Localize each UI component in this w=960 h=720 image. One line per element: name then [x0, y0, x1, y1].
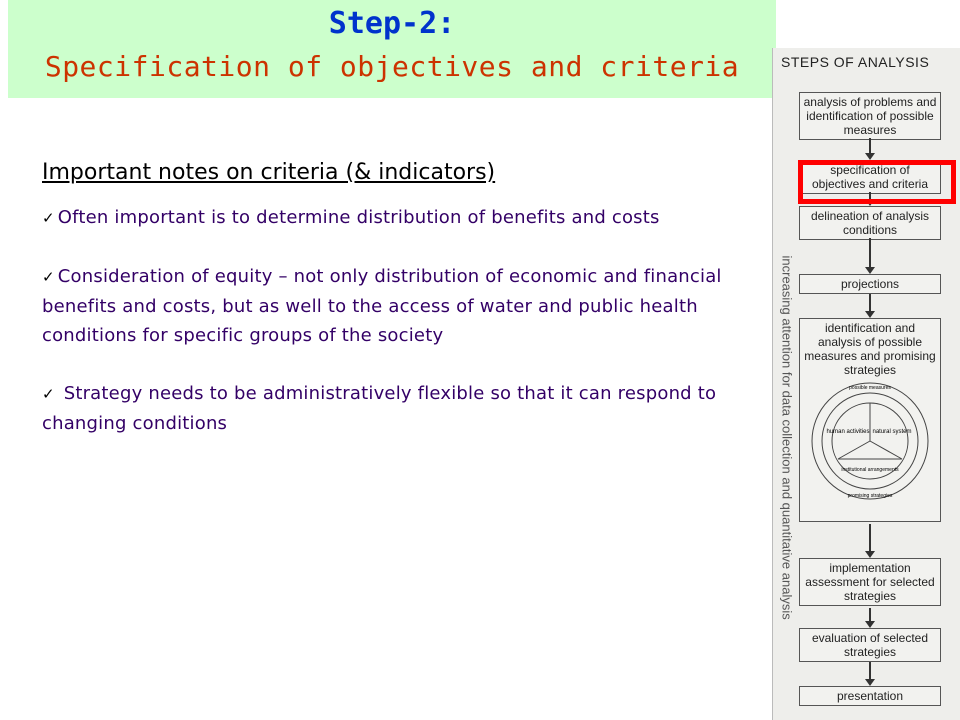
notes-heading: Important notes on criteria (& indicators): [42, 160, 496, 185]
bullet-text: Consideration of equity – not only distribution of economic and financial benefits and costs, but as well to the access of water and public health conditions for specific groups of the society: [42, 266, 722, 346]
step-box: projections: [799, 274, 941, 294]
circle-label: institutional arrangements: [841, 467, 899, 473]
circle-label: promising strategies: [847, 493, 893, 499]
step-box: delineation of analysis conditions: [799, 206, 941, 240]
checkmark-icon: ✓: [42, 385, 55, 403]
checkmark-icon: ✓: [42, 209, 55, 227]
step-box-strategies: [799, 318, 941, 522]
step-box-highlighted: specification of objectives and criteria: [799, 160, 941, 194]
circle-label: possible measures: [849, 385, 891, 391]
highlight-frame: [798, 160, 956, 204]
bullet-text: Strategy needs to be administratively flexible so that it can respond to changing conditions: [42, 383, 717, 434]
arrow-down-icon: [869, 608, 871, 626]
circle-label: human activities: [826, 429, 870, 435]
arrow-down-icon: [869, 238, 871, 272]
step-box: implementation assessment for selected strategies: [799, 558, 941, 606]
notes-content: [42, 160, 748, 467]
bullet-text: Often important is to determine distribution of benefits and costs: [57, 207, 660, 228]
bullet-item: [42, 379, 748, 438]
arrow-down-icon: [869, 524, 871, 556]
slide-title-subtitle: Specification of objectives and criteria: [44, 50, 740, 83]
arrow-down-icon: [869, 662, 871, 684]
title-banner: [8, 0, 776, 98]
circle-label: natural system: [872, 429, 912, 435]
step-box: presentation: [799, 686, 941, 706]
bullet-item: [42, 262, 748, 350]
arrow-down-icon: [869, 294, 871, 316]
steps-diagram: [772, 48, 960, 720]
divider-line: [870, 441, 902, 459]
diagram-side-label: increasing attention for data collection and quantitative analysis: [779, 255, 795, 620]
step-box: analysis of problems and identification of possible measures: [799, 92, 941, 140]
circle-diagram: [802, 377, 938, 505]
checkmark-icon: ✓: [42, 268, 55, 286]
step-box-text: identification and analysis of possible measures and promising strategies: [804, 321, 936, 377]
slide-title-step: Step-2:: [328, 6, 456, 41]
diagram-header: STEPS OF ANALYSIS: [781, 54, 930, 70]
arrow-down-icon: [869, 138, 871, 158]
step-box: evaluation of selected strategies: [799, 628, 941, 662]
divider-line: [838, 441, 870, 459]
bullet-item: [42, 203, 748, 233]
